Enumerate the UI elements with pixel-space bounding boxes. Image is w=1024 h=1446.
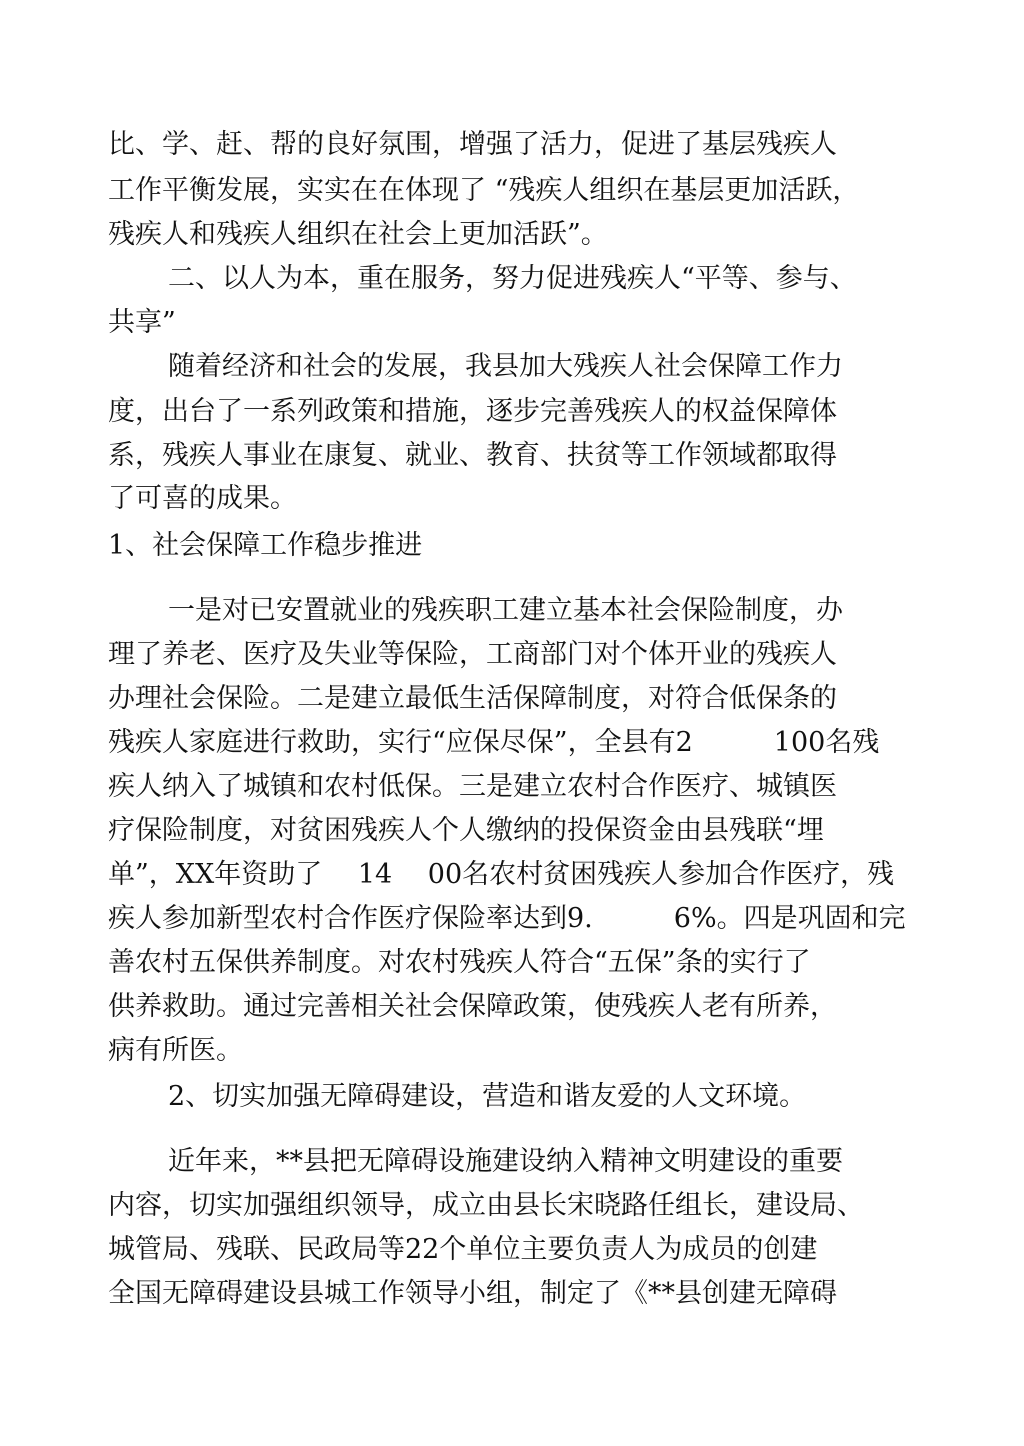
text-line: 残疾人家庭进行救助，实行“应保尽保”，全县有2 100名残 [108, 727, 880, 758]
text-line: 度，出台了一系列政策和措施，逐步完善残疾人的权益保障体 [108, 396, 837, 427]
text-line: 城管局、残联、民政局等22个单位主要负责人为成员的创建 [108, 1234, 818, 1265]
text-line: 疾人参加新型农村合作医疗保险率达到9. 6%。四是巩固和完 [108, 903, 906, 934]
section-heading: 二、以人为本，重在服务，努力促进残疾人“平等、参与、 [168, 263, 857, 294]
text-line: 病有所医。 [108, 1035, 243, 1066]
text-line: 疗保险制度，对贫困残疾人个人缴纳的投保资金由县残联“埋 [108, 815, 824, 846]
subsection-heading: 2、切实加强无障碍建设，营造和谐友爱的人文环境。 [168, 1081, 807, 1112]
text-line: 供养救助。通过完善相关社会保障政策，使残疾人老有所养， [108, 991, 837, 1022]
text-line: 善农村五保供养制度。对农村残疾人符合“五保”条的实行了 [108, 947, 811, 978]
text-line: 近年来，**县把无障碍设施建设纳入精神文明建设的重要 [168, 1146, 843, 1177]
text-line: 了可喜的成果。 [108, 483, 297, 514]
text-line: 工作平衡发展，实实在在体现了 “残疾人组织在基层更加活跃， [108, 175, 860, 206]
text-line: 内容，切实加强组织领导，成立由县长宋晓路任组长，建设局、 [108, 1190, 864, 1221]
text-line: 随着经济和社会的发展，我县加大残疾人社会保障工作力 [168, 351, 843, 382]
text-line: 办理社会保险。二是建立最低生活保障制度，对符合低保条的 [108, 683, 837, 714]
text-line: 比、学、赶、帮的良好氛围，增强了活力，促进了基层残疾人 [108, 129, 837, 160]
section-heading-continuation: 共享” [108, 307, 176, 338]
text-line: 一是对已安置就业的残疾职工建立基本社会保险制度，办 [168, 595, 843, 626]
text-line: 全国无障碍建设县城工作领导小组，制定了《**县创建无障碍 [108, 1278, 837, 1309]
text-line: 疾人纳入了城镇和农村低保。三是建立农村合作医疗、城镇医 [108, 771, 837, 802]
text-line: 残疾人和残疾人组织在社会上更加活跃”。 [108, 219, 608, 250]
text-line: 单”，XX年资助了 14 00名农村贫困残疾人参加合作医疗，残 [108, 859, 895, 890]
text-line: 系，残疾人事业在康复、就业、教育、扶贫等工作领域都取得 [108, 440, 837, 471]
text-line: 理了养老、医疗及失业等保险，工商部门对个体开业的残疾人 [108, 639, 837, 670]
subsection-heading: 1、社会保障工作稳步推进 [108, 530, 423, 561]
